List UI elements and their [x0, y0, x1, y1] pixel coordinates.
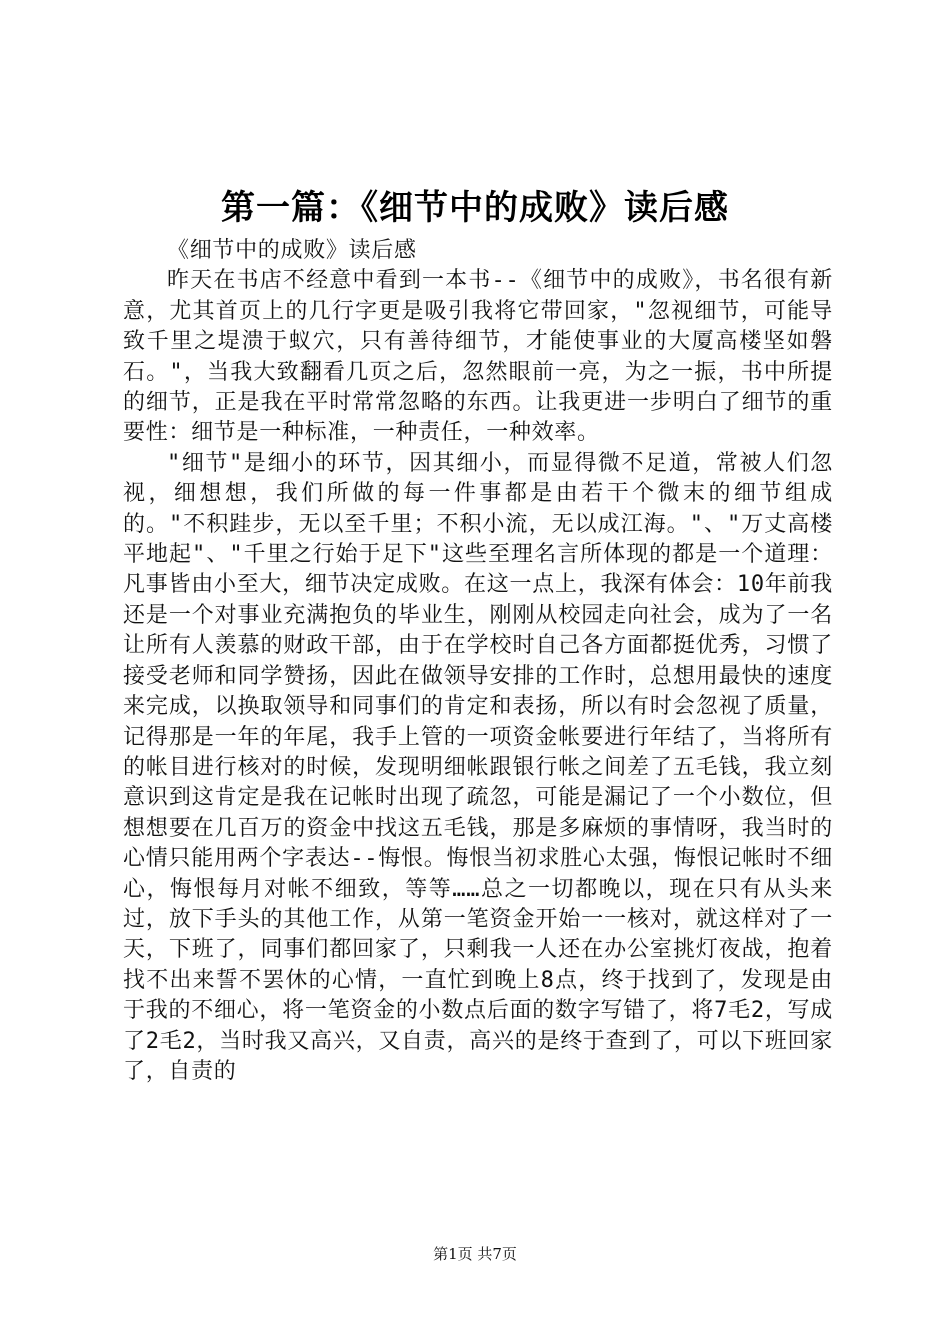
- paragraph-1: 昨天在书店不经意中看到一本书--《细节中的成败》，书名很有新意，尤其首页上的几行字更是吸引我将它带回家，"忽视细节，可能导致千里之堤溃于蚁穴，只有善待细节，才能使事业的大厦高楼坚如磐石。"，当我大致翻看几页之后，忽然眼前一亮，为之一振，书中所提的细节，正是我在平时常常忽略的东西。让我更进一步明白了细节的重要性：细节是一种标准，一种责任，一种效率。: [123, 268, 833, 446]
- paragraph-2: "细节"是细小的环节，因其细小，而显得微不足道，常被人们忽视，细想想，我们所做的每一件事都是由若干个微末的细节组成的。"不积跬步，无以至千里；不积小流，无以成江海。"、"万丈高楼平地起"、"千里之行始于足下"这些至理名言所体现的都是一个道理：凡事皆由小至大，细节决定成败。在这一点上，我深有体会：10年前我还是一个对事业充满抱负的毕业生，刚刚从校园走向社会，成为了一名让所有人羡慕的财政干部，由于在学校时自己各方面都挺优秀，习惯了接受老师和同学赞扬，因此在做领导安排的工作时，总想用最快的速度来完成，以换取领导和同事们的肯定和表扬，所以有时会忽视了质量，记得那是一年的年尾，我手上管的一项资金帐要进行年结了，当将所有的帐目进行核对的时候，发现明细帐跟银行帐之间差了五毛钱，我立刻意识到这肯定是我在记帐时出现了疏忽，可能是漏记了一个小数位，但想想要在几百万的资金中找这五毛钱，那是多麻烦的事情呀，我当时的心情只能用两个字表达--悔恨。悔恨当初求胜心太强，悔恨记帐时不细心，悔恨每月对帐不细致，等等……总之一切都晚以，现在只有从头来过，放下手头的其他工作，从第一笔资金开始一一核对，就这样对了一天，下班了，同事们都回家了，只剩我一人还在办公室挑灯夜战，抱着找不出来誓不罢休的心情，一直忙到晚上8点，终于找到了，发现是由于我的不细心，将一笔资金的小数点后面的数字写错了，将7毛2，写成了2毛2，当时我又高兴，又自责，高兴的是终于查到了，可以下班回家了，自责的: [123, 450, 833, 1084]
- page-footer: 第1页 共7页: [433, 1245, 517, 1263]
- document-subtitle: 《细节中的成败》读后感: [167, 238, 417, 263]
- document-title: 第一篇：《细节中的成败》读后感: [221, 188, 729, 228]
- document-body: [123, 236, 833, 1087]
